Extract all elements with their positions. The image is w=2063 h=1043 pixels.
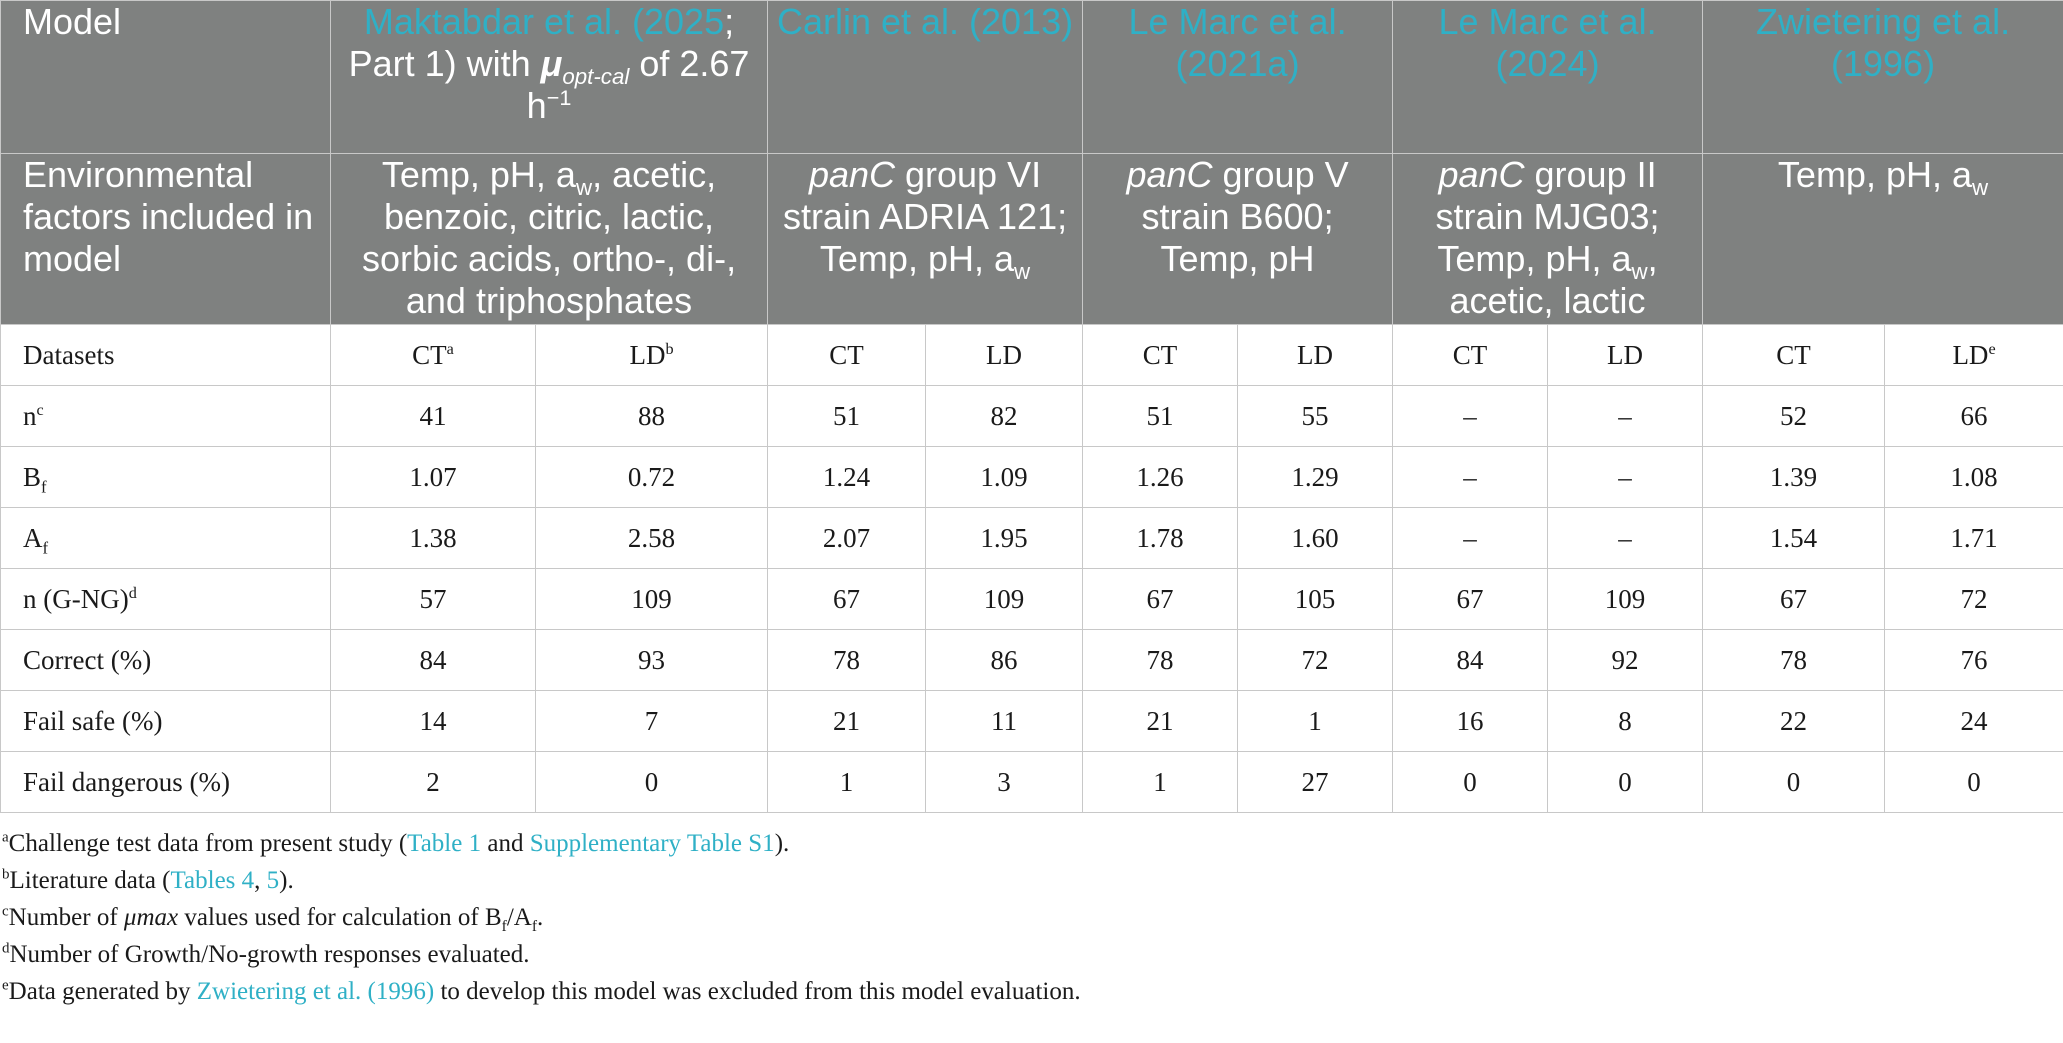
table-cell: 22 xyxy=(1703,691,1885,752)
env-zwietering: Temp, pH, $a_w$ xyxy=(1703,154,2063,325)
model-lemarc-2021a xyxy=(1083,1,1393,154)
table-cell: 3 xyxy=(926,752,1083,813)
table-cell: 55 xyxy=(1238,386,1393,447)
link-supplementary-table-s1[interactable]: Supplementary Table S1 xyxy=(529,830,775,857)
table-cell: 84 xyxy=(331,630,536,691)
table-cell: 1.71 xyxy=(1885,508,2063,569)
dataset-cell: LD xyxy=(926,325,1083,386)
model-zwietering xyxy=(1703,1,2063,154)
table-cell: 1.24 xyxy=(768,447,926,508)
table-cell: 21 xyxy=(1083,691,1238,752)
row-label: $n^c$ xyxy=(1,386,331,447)
table-cell: 1.60 xyxy=(1238,508,1393,569)
env-label: Environmental factors included in model xyxy=(1,154,331,325)
table-cell: 109 xyxy=(1548,569,1703,630)
table-cell: – xyxy=(1393,386,1548,447)
table-cell: 1 xyxy=(768,752,926,813)
table-cell: 86 xyxy=(926,630,1083,691)
table-cell: 2 xyxy=(331,752,536,813)
link-table-5[interactable]: 5 xyxy=(266,867,280,894)
table-cell: 1.29 xyxy=(1238,447,1393,508)
table-cell: 1 xyxy=(1083,752,1238,813)
table-cell: 51 xyxy=(1083,386,1238,447)
table-cell: 1.95 xyxy=(926,508,1083,569)
dataset-cell: LDe xyxy=(1885,325,2063,386)
table-cell: 0 xyxy=(536,752,768,813)
table-cell: 0 xyxy=(1703,752,1885,813)
header-row-model xyxy=(1,1,2063,154)
link-maktabdar[interactable]: Maktabdar et al. (2025 xyxy=(363,1,725,42)
table-cell: 72 xyxy=(1885,569,2063,630)
table-cell: 67 xyxy=(768,569,926,630)
table-cell: 0 xyxy=(1548,752,1703,813)
table-cell: 0 xyxy=(1885,752,2063,813)
row-label: $A_f$ xyxy=(1,508,331,569)
model-carlin xyxy=(768,1,1083,154)
env-carlin: panC group VI strain ADRIA 121; Temp, pH, $a_w$ xyxy=(768,154,1083,325)
table-cell: 1.09 xyxy=(926,447,1083,508)
table-cell: 78 xyxy=(1083,630,1238,691)
table-cell: 66 xyxy=(1885,386,2063,447)
table-cell: 14 xyxy=(331,691,536,752)
link-tables-4[interactable]: Tables 4 xyxy=(170,867,255,894)
table-cell: 24 xyxy=(1885,691,2063,752)
dataset-cell: CT xyxy=(768,325,926,386)
link-zwietering[interactable]: Zwietering et al. (1996) xyxy=(1755,1,2011,84)
row-label: $B_f$ xyxy=(1,447,331,508)
table-cell: 1.08 xyxy=(1885,447,2063,508)
table-row xyxy=(1,630,2063,691)
row-label: Fail safe (%) xyxy=(1,691,331,752)
header-row-env xyxy=(1,154,2063,325)
table-cell: 72 xyxy=(1238,630,1393,691)
footnote-c: $^c$Number of μmax values used for calculation of $B_f/A_f$. xyxy=(2,903,544,935)
link-zwietering-footnote[interactable]: Zwietering et al. (1996) xyxy=(196,978,435,1005)
table-cell: 67 xyxy=(1393,569,1548,630)
table-cell: 11 xyxy=(926,691,1083,752)
table-cell: 67 xyxy=(1703,569,1885,630)
row-label: Datasets xyxy=(1,325,331,386)
table-row xyxy=(1,691,2063,752)
table-cell: 84 xyxy=(1393,630,1548,691)
table-cell: 76 xyxy=(1885,630,2063,691)
datasets-row xyxy=(1,325,2063,386)
table-cell: – xyxy=(1393,508,1548,569)
model-label: Model xyxy=(1,1,331,154)
link-lemarc-2021a[interactable]: Le Marc et al. (2021a) xyxy=(1128,1,1347,84)
table-row xyxy=(1,508,2063,569)
table-row xyxy=(1,386,2063,447)
link-table-1[interactable]: Table 1 xyxy=(407,830,482,857)
env-lemarc-2021a: panC group V strain B600; Temp, pH xyxy=(1083,154,1393,325)
dataset-cell: LD xyxy=(1238,325,1393,386)
table-cell: 41 xyxy=(331,386,536,447)
dataset-cell: LD xyxy=(1548,325,1703,386)
footnote-a: $^a$Challenge test data from present study (Table 1 and Supplementary Table S1). xyxy=(2,829,790,857)
table-cell: 1.38 xyxy=(331,508,536,569)
table-row xyxy=(1,752,2063,813)
dataset-cell: CT xyxy=(1083,325,1238,386)
table-cell: – xyxy=(1393,447,1548,508)
dataset-cell: $LD^b$ xyxy=(536,325,768,386)
table-cell: 1.26 xyxy=(1083,447,1238,508)
table-row xyxy=(1,447,2063,508)
dataset-cell: CT xyxy=(1703,325,1885,386)
footnote-e: $^e$Data generated by Zwietering et al. (1996) to develop this model was excluded from this model evaluation. xyxy=(2,977,1081,1005)
footnotes xyxy=(0,825,2063,1010)
row-label: Correct (%) xyxy=(1,630,331,691)
table-cell: 57 xyxy=(331,569,536,630)
model-maktabdar: Maktabdar et al. (2025; Part 1) with $\mu_{opt-cal}$ of 2.67 $h^{-1}$ xyxy=(331,1,768,154)
table-row xyxy=(1,569,2063,630)
footnote-d: $^d$Number of Growth/No-growth responses evaluated. xyxy=(2,940,530,968)
row-label: n $(G-NG)^d$ xyxy=(1,569,331,630)
table-cell: 93 xyxy=(536,630,768,691)
table-cell: 1.54 xyxy=(1703,508,1885,569)
table-cell: 0 xyxy=(1393,752,1548,813)
footnote-b: $^b$Literature data (Tables 4, 5). xyxy=(2,866,294,894)
table-cell: 78 xyxy=(768,630,926,691)
table-cell: 52 xyxy=(1703,386,1885,447)
model-lemarc-2024 xyxy=(1393,1,1703,154)
dataset-cell: CT xyxy=(1393,325,1548,386)
link-carlin[interactable]: Carlin et al. (2013) xyxy=(776,1,1074,42)
table-cell: – xyxy=(1548,386,1703,447)
table-cell: 82 xyxy=(926,386,1083,447)
table-cell: 109 xyxy=(926,569,1083,630)
table-cell: 27 xyxy=(1238,752,1393,813)
table-cell: 2.07 xyxy=(768,508,926,569)
table-cell: 1.39 xyxy=(1703,447,1885,508)
table-cell: 51 xyxy=(768,386,926,447)
table-cell: 7 xyxy=(536,691,768,752)
table-cell: 8 xyxy=(1548,691,1703,752)
table-cell: 1 xyxy=(1238,691,1393,752)
table-cell: 1.78 xyxy=(1083,508,1238,569)
table-cell: 92 xyxy=(1548,630,1703,691)
table-cell: 1.07 xyxy=(331,447,536,508)
table-cell: 88 xyxy=(536,386,768,447)
table-cell: 16 xyxy=(1393,691,1548,752)
row-label: Fail dangerous (%) xyxy=(1,752,331,813)
table-cell: 67 xyxy=(1083,569,1238,630)
env-maktabdar: Temp, pH, $a_w$, acetic, benzoic, citric, lactic, sorbic acids, ortho-, di-, and triphosphates xyxy=(331,154,768,325)
table-cell: 78 xyxy=(1703,630,1885,691)
table-cell: 105 xyxy=(1238,569,1393,630)
table-cell: 2.58 xyxy=(536,508,768,569)
link-lemarc-2024[interactable]: Le Marc et al. (2024) xyxy=(1438,1,1657,84)
table-cell: 0.72 xyxy=(536,447,768,508)
env-lemarc-2024: panC group II strain MJG03; Temp, pH, $a_w$, acetic, lactic xyxy=(1393,154,1703,325)
table-cell: – xyxy=(1548,447,1703,508)
dataset-cell: $CT^a$ xyxy=(331,325,536,386)
table-cell: – xyxy=(1548,508,1703,569)
table-cell: 21 xyxy=(768,691,926,752)
table-cell: 109 xyxy=(536,569,768,630)
